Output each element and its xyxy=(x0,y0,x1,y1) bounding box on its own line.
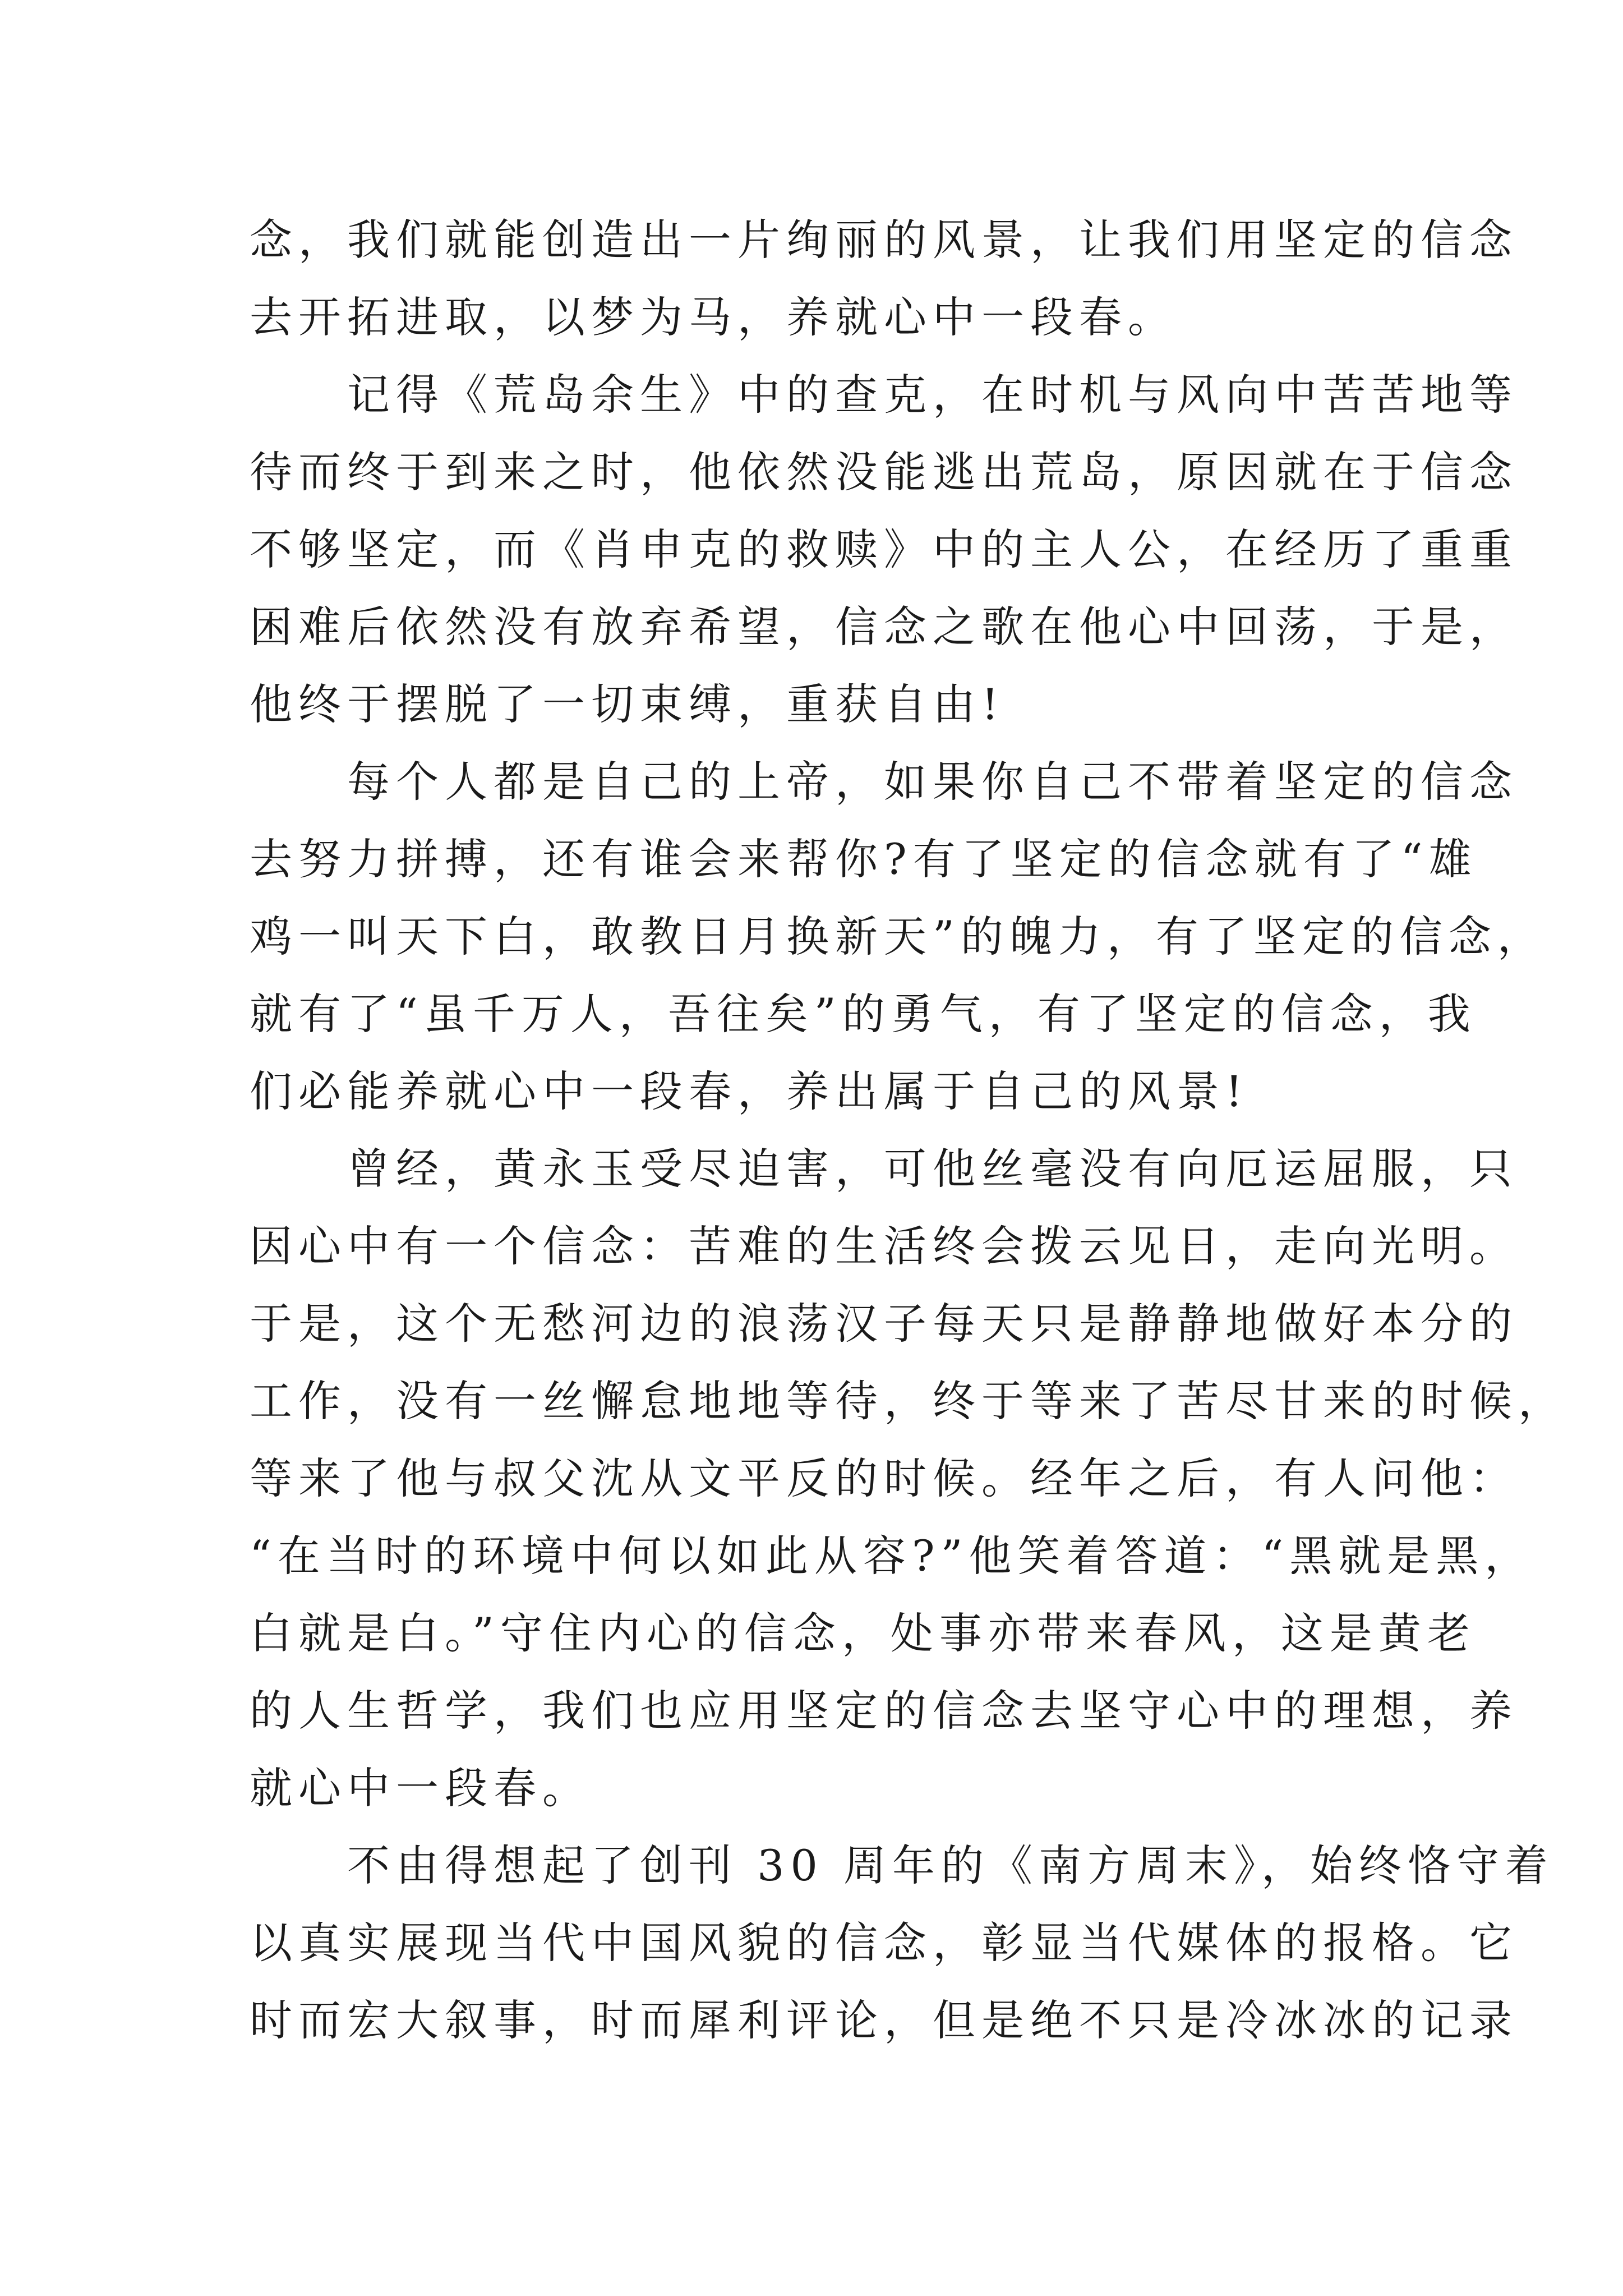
text-line-2: 去开拓进取，以梦为马，养就心中一段春。 xyxy=(250,292,1177,342)
text-line-17: 等来了他与叔父沈从文平反的时候。经年之后，有人问他： xyxy=(250,1453,1518,1503)
text-line-15: 于是，这个无愁河边的浪荡汉子每天只是静静地做好本分的 xyxy=(250,1299,1518,1349)
text-line-22: 不由得想起了创刊 30 周年的《南方周末》，始终恪守着 xyxy=(250,1841,1555,1890)
text-line-24: 时而宏大叙事，时而犀利评论，但是绝不只是冷冰冰的记录 xyxy=(250,1995,1518,2045)
text-line-10: 鸡一叫天下白，敢教日月换新天”的魄力，有了坚定的信念， xyxy=(250,912,1546,961)
text-line-20: 的人生哲学，我们也应用坚定的信念去坚守心中的理想，养 xyxy=(250,1686,1518,1736)
text-line-4: 待而终于到来之时，他依然没能逃出荒岛，原因就在于信念 xyxy=(250,447,1518,497)
text-line-7: 他终于摆脱了一切束缚，重获自由! xyxy=(250,679,1005,729)
text-line-16: 工作，没有一丝懈怠地地等待，终于等来了苦尽甘来的时候， xyxy=(250,1376,1567,1426)
text-line-21: 就心中一段春。 xyxy=(250,1763,591,1813)
text-line-23: 以真实展现当代中国风貌的信念，彰显当代媒体的报格。它 xyxy=(250,1918,1518,1968)
text-line-3: 记得《荒岛余生》中的查克，在时机与风向中苦苦地等 xyxy=(250,370,1518,420)
text-line-1: 念，我们就能创造出一片绚丽的风景，让我们用坚定的信念 xyxy=(250,215,1518,265)
text-line-9: 去努力拼搏，还有谁会来帮你?有了坚定的信念就有了“雄 xyxy=(250,834,1478,884)
text-line-18: “在当时的环境中何以如此从容?”他笑着答道：“黑就是黑， xyxy=(250,1531,1534,1581)
text-line-12: 们必能养就心中一段春，养出属于自己的风景! xyxy=(250,1066,1249,1116)
text-line-6: 困难后依然没有放弃希望，信念之歌在他心中回荡，于是， xyxy=(250,602,1518,652)
text-line-13: 曾经，黄永玉受尽迫害，可他丝毫没有向厄运屈服，只 xyxy=(250,1144,1518,1194)
text-line-11: 就有了“虽千万人，吾往矣”的勇气，有了坚定的信念，我 xyxy=(250,989,1477,1039)
text-line-8: 每个人都是自己的上帝，如果你自己不带着坚定的信念 xyxy=(250,757,1518,807)
text-line-14: 因心中有一个信念：苦难的生活终会拨云见日，走向光明。 xyxy=(250,1221,1518,1271)
text-line-5: 不够坚定，而《肖申克的救赎》中的主人公，在经历了重重 xyxy=(250,524,1518,574)
text-line-19: 白就是白。”守住内心的信念，处事亦带来春风，这是黄老 xyxy=(250,1608,1476,1658)
